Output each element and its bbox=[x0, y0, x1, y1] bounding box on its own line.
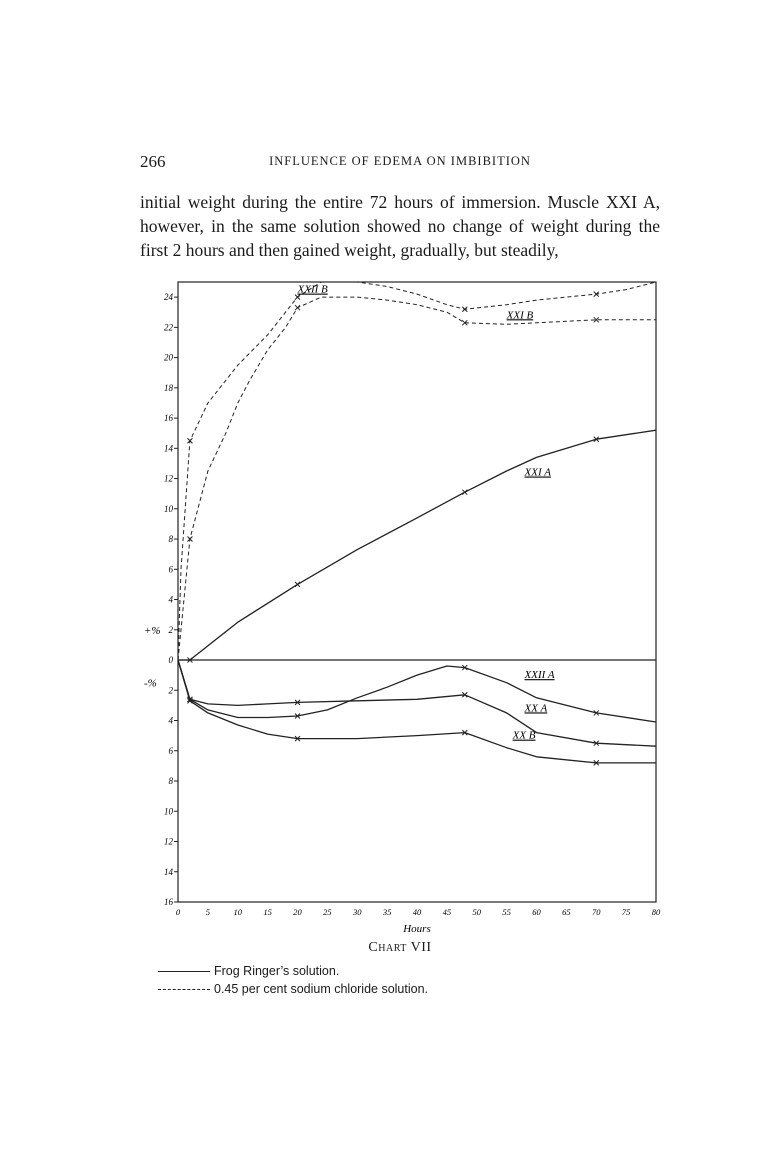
y-tick-label: 8 bbox=[168, 534, 173, 545]
x-tick-label: 20 bbox=[293, 907, 302, 917]
axis-labels bbox=[144, 625, 431, 935]
series-label-xx-a: XX A bbox=[524, 702, 548, 715]
y-axis-positive-label: +% bbox=[144, 624, 161, 637]
plot-frame bbox=[178, 282, 656, 902]
x-tick-label: 15 bbox=[263, 907, 272, 917]
chart-caption bbox=[140, 940, 660, 956]
x-tick-label: 30 bbox=[353, 907, 362, 917]
y-axis-negative-label: -% bbox=[144, 677, 157, 690]
x-tick-label: 55 bbox=[502, 907, 511, 917]
legend-label-dashed: 0.45 per cent sodium chloride solution. bbox=[214, 982, 429, 996]
legend-item-dashed bbox=[158, 980, 428, 998]
y-axis-ticks bbox=[164, 292, 178, 907]
plot-border bbox=[178, 282, 656, 902]
y-tick-label: 22 bbox=[164, 322, 173, 333]
x-tick-label: 50 bbox=[472, 907, 481, 917]
y-tick-label: 4 bbox=[168, 715, 173, 726]
x-tick-label: 75 bbox=[621, 907, 631, 917]
series-label-xx-b: XX B bbox=[512, 729, 536, 742]
data-point bbox=[295, 582, 300, 587]
legend bbox=[158, 962, 428, 998]
legend-dashed-line bbox=[158, 989, 210, 990]
data-point bbox=[462, 490, 467, 495]
series-label-xxi-b: XXI B bbox=[506, 309, 534, 322]
y-tick-label: 20 bbox=[164, 352, 173, 363]
y-tick-label: 6 bbox=[168, 745, 173, 756]
y-tick-label: 14 bbox=[164, 443, 173, 454]
legend-solid-line bbox=[158, 971, 210, 972]
x-tick-label: 5 bbox=[205, 907, 210, 917]
x-axis-ticks bbox=[176, 907, 661, 917]
y-tick-label: 12 bbox=[164, 473, 173, 484]
paragraph-text: initial weight during the entire 72 hours of immersion. Muscle XXI A, however, in the same solution showed no change of weight during the first 2 hours and then gained weight, gradually, but steadily, bbox=[140, 192, 660, 260]
data-point bbox=[295, 305, 300, 310]
y-tick-label: 18 bbox=[164, 382, 173, 393]
running-head: INFLUENCE OF EDEMA ON IMBIBITION bbox=[269, 154, 531, 168]
series-line-xxi-b bbox=[178, 282, 656, 660]
series-group bbox=[178, 282, 656, 765]
x-tick-label: 0 bbox=[175, 907, 181, 917]
legend-item-solid bbox=[158, 962, 428, 980]
y-tick-label: 14 bbox=[164, 866, 173, 877]
x-tick-label: 80 bbox=[651, 907, 661, 917]
x-tick-label: 45 bbox=[442, 907, 452, 917]
series-label-xxi-a: XXI A bbox=[524, 466, 551, 479]
y-tick-label: 8 bbox=[168, 776, 173, 786]
x-tick-label: 70 bbox=[592, 907, 601, 917]
series-line-xxi-a bbox=[178, 430, 656, 660]
x-tick-label: 60 bbox=[532, 907, 541, 917]
y-tick-label: 16 bbox=[164, 413, 173, 424]
page-number: 266 bbox=[140, 152, 166, 171]
legend-label-solid: Frog Ringer’s solution. bbox=[214, 964, 340, 978]
series-label-xxii-a: XXII A bbox=[524, 669, 555, 682]
chart-title: Chart VII bbox=[368, 940, 432, 955]
y-tick-label: 12 bbox=[164, 836, 173, 847]
x-tick-label: 35 bbox=[382, 907, 392, 917]
y-tick-label: 2 bbox=[168, 685, 173, 696]
y-tick-label-zero: 0 bbox=[168, 655, 173, 665]
y-tick-label: 10 bbox=[164, 806, 173, 817]
y-tick-label: 10 bbox=[164, 503, 173, 514]
series-line-xx-a bbox=[178, 660, 656, 746]
x-tick-label: 40 bbox=[412, 907, 422, 917]
series-line-xxii-a bbox=[178, 660, 656, 722]
series-label-xxii-b: XXII B bbox=[297, 283, 328, 296]
x-tick-label: 10 bbox=[233, 907, 242, 917]
y-tick-label: 6 bbox=[168, 564, 173, 575]
x-tick-label: 25 bbox=[323, 907, 332, 917]
x-axis-label: Hours bbox=[403, 923, 431, 935]
y-tick-label: 4 bbox=[168, 594, 173, 605]
series-line-xxii-b bbox=[178, 297, 656, 660]
x-tick-label: 65 bbox=[562, 907, 571, 917]
y-tick-label: 24 bbox=[164, 292, 173, 303]
y-tick-label: 2 bbox=[168, 624, 173, 635]
y-tick-label: 16 bbox=[164, 897, 173, 907]
